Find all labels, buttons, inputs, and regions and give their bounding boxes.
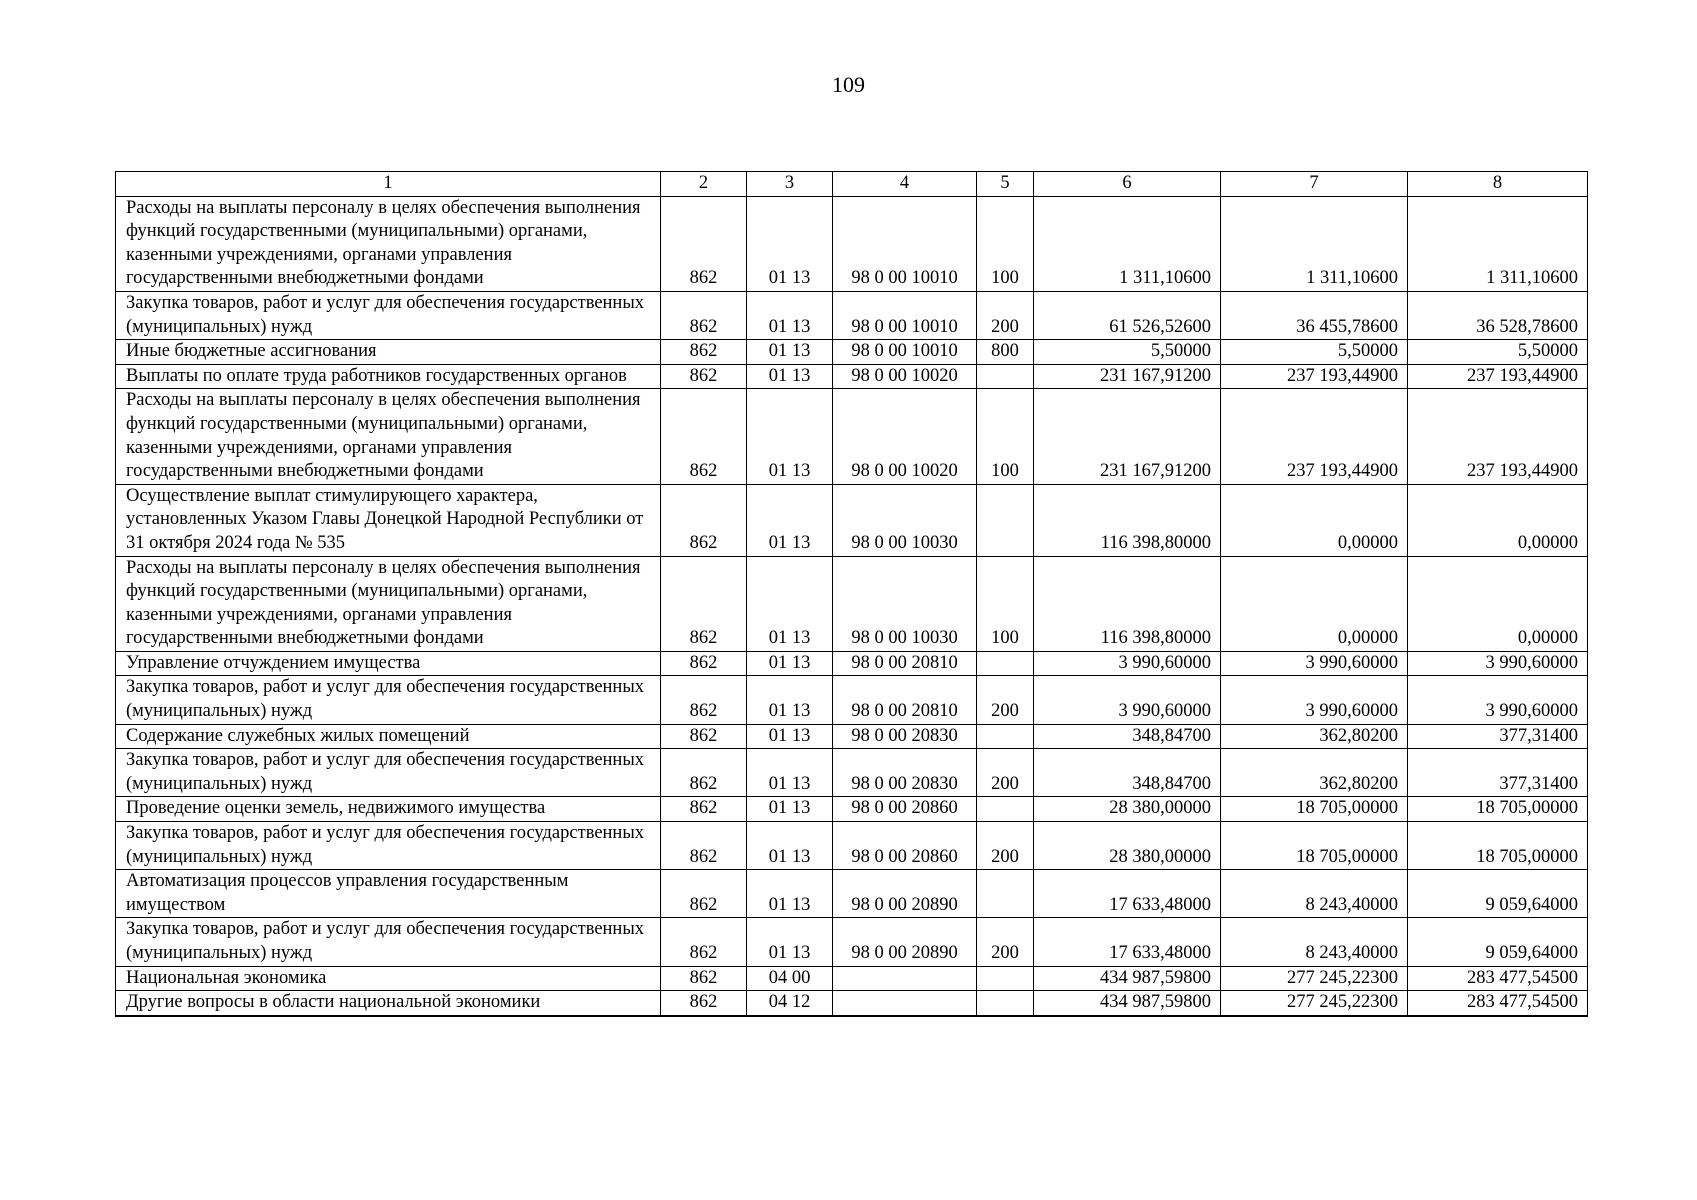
table-row [116,822,1588,870]
row-value-1-cell: 348,84700 [1034,749,1221,797]
row-value-1-cell: 116 398,80000 [1034,484,1221,556]
table-row [116,991,1588,1016]
row-target-cell [833,1015,977,1016]
row-type-cell [977,724,1034,749]
row-name-cell: Закупка товаров, работ и услуг для обеспечения государственных (муниципальных) нужд [116,918,661,966]
row-code-cell: 862 [661,966,747,991]
row-value-3-cell: 377,31400 [1408,749,1588,797]
column-header: 7 [1221,172,1408,197]
row-type-cell: 800 [977,340,1034,365]
row-value-2-cell: 277 245,22300 [1221,966,1408,991]
row-name-cell: Осуществление выплат стимулирующего характера, установленных Указом Главы Донецкой Народной Республики от 31 октября 2024 года № 535 [116,484,661,556]
row-value-1-cell: 17 633,48000 [1034,918,1221,966]
row-value-1-cell [1034,1015,1221,1016]
table-row [116,1015,1588,1016]
row-value-3-cell: 3 990,60000 [1408,676,1588,724]
page-number: 109 [832,72,865,97]
row-target-cell: 98 0 00 20810 [833,651,977,676]
row-value-1-cell: 231 167,91200 [1034,364,1221,389]
row-value-2-cell: 18 705,00000 [1221,797,1408,822]
row-value-2-cell: 3 990,60000 [1221,676,1408,724]
row-name-cell: Проведение оценки земель, недвижимого имущества [116,797,661,822]
row-value-1-cell: 434 987,59800 [1034,966,1221,991]
row-value-1-cell: 28 380,00000 [1034,822,1221,870]
column-header: 2 [661,172,747,197]
row-value-3-cell: 237 193,44900 [1408,364,1588,389]
row-code-cell: 862 [661,749,747,797]
row-section-cell: 01 13 [747,822,833,870]
row-name-cell: Закупка товаров, работ и услуг для обеспечения государственных (муниципальных) нужд [116,822,661,870]
row-target-cell: 98 0 00 10030 [833,484,977,556]
row-name-cell: Закупка товаров, работ и услуг для обеспечения государственных (муниципальных) нужд [116,291,661,339]
row-section-cell: 01 13 [747,556,833,651]
row-code-cell: 862 [661,991,747,1016]
row-section-cell: 01 13 [747,797,833,822]
row-code-cell [661,1015,747,1016]
row-type-cell: 200 [977,822,1034,870]
row-section-cell: 01 13 [747,389,833,484]
row-type-cell [977,484,1034,556]
row-code-cell: 862 [661,870,747,918]
row-code-cell: 862 [661,340,747,365]
row-target-cell [833,966,977,991]
row-value-1-cell: 3 990,60000 [1034,651,1221,676]
row-value-2-cell: 0,00000 [1221,556,1408,651]
row-section-cell: 01 13 [747,291,833,339]
row-value-2-cell: 3 990,60000 [1221,651,1408,676]
row-name-cell: Иные бюджетные ассигнования [116,340,661,365]
row-name-cell [116,1015,661,1016]
row-name-cell: Национальная экономика [116,966,661,991]
column-header: 8 [1408,172,1588,197]
row-code-cell: 862 [661,556,747,651]
row-code-cell: 862 [661,822,747,870]
row-target-cell: 98 0 00 10010 [833,291,977,339]
row-type-cell: 200 [977,749,1034,797]
table-row [116,724,1588,749]
budget-table [115,171,1588,1017]
row-section-cell: 01 13 [747,484,833,556]
row-value-1-cell: 348,84700 [1034,724,1221,749]
table-row [116,651,1588,676]
row-value-1-cell: 231 167,91200 [1034,389,1221,484]
row-value-2-cell [1221,1015,1408,1016]
row-value-1-cell: 61 526,52600 [1034,291,1221,339]
row-name-cell: Расходы на выплаты персоналу в целях обеспечения выполнения функций государственными (муниципальными) органами, казенными учреждениями, органами управления государственными внебюджетными фондами [116,556,661,651]
row-target-cell: 98 0 00 20890 [833,870,977,918]
row-code-cell: 862 [661,484,747,556]
row-value-1-cell: 1 311,10600 [1034,196,1221,291]
row-value-2-cell: 362,80200 [1221,749,1408,797]
row-value-3-cell: 377,31400 [1408,724,1588,749]
row-value-3-cell: 0,00000 [1408,484,1588,556]
table-row [116,676,1588,724]
row-target-cell: 98 0 00 20890 [833,918,977,966]
row-code-cell: 862 [661,676,747,724]
row-section-cell: 04 12 [747,991,833,1016]
row-value-1-cell: 434 987,59800 [1034,991,1221,1016]
row-code-cell: 862 [661,196,747,291]
row-type-cell: 100 [977,196,1034,291]
row-name-cell: Расходы на выплаты персоналу в целях обеспечения выполнения функций государственными (муниципальными) органами, казенными учреждениями, органами управления государственными внебюджетными фондами [116,389,661,484]
table-row [116,484,1588,556]
row-type-cell [977,364,1034,389]
column-header: 4 [833,172,977,197]
row-value-2-cell: 277 245,22300 [1221,991,1408,1016]
row-type-cell [977,966,1034,991]
row-section-cell: 04 00 [747,966,833,991]
row-value-3-cell: 3 990,60000 [1408,651,1588,676]
row-value-3-cell: 9 059,64000 [1408,918,1588,966]
table-row [116,556,1588,651]
row-code-cell: 862 [661,364,747,389]
row-target-cell: 98 0 00 20830 [833,724,977,749]
table-row [116,196,1588,291]
header-row [116,172,1588,197]
row-value-3-cell: 5,50000 [1408,340,1588,365]
row-target-cell: 98 0 00 20860 [833,822,977,870]
row-value-3-cell: 18 705,00000 [1408,822,1588,870]
row-value-1-cell: 28 380,00000 [1034,797,1221,822]
row-code-cell: 862 [661,651,747,676]
row-code-cell: 862 [661,918,747,966]
row-value-3-cell: 1 311,10600 [1408,196,1588,291]
row-type-cell [977,797,1034,822]
table-row [116,364,1588,389]
row-target-cell: 98 0 00 10020 [833,389,977,484]
row-value-1-cell: 3 990,60000 [1034,676,1221,724]
row-target-cell: 98 0 00 20830 [833,749,977,797]
row-section-cell: 01 13 [747,870,833,918]
row-value-2-cell: 237 193,44900 [1221,389,1408,484]
row-name-cell: Выплаты по оплате труда работников государственных органов [116,364,661,389]
row-value-1-cell: 116 398,80000 [1034,556,1221,651]
row-section-cell: 01 13 [747,340,833,365]
row-section-cell: 01 13 [747,651,833,676]
row-section-cell: 01 13 [747,918,833,966]
table-row [116,291,1588,339]
column-header: 3 [747,172,833,197]
row-code-cell: 862 [661,291,747,339]
row-value-1-cell: 17 633,48000 [1034,870,1221,918]
row-value-3-cell: 0,00000 [1408,556,1588,651]
row-code-cell: 862 [661,724,747,749]
row-type-cell [977,651,1034,676]
row-type-cell [977,870,1034,918]
column-header: 5 [977,172,1034,197]
row-value-2-cell: 8 243,40000 [1221,870,1408,918]
row-target-cell: 98 0 00 20860 [833,797,977,822]
row-section-cell: 01 13 [747,196,833,291]
row-name-cell: Другие вопросы в области национальной экономики [116,991,661,1016]
row-section-cell: 01 13 [747,676,833,724]
table-row [116,749,1588,797]
row-type-cell: 200 [977,676,1034,724]
table-row [116,389,1588,484]
row-value-2-cell: 237 193,44900 [1221,364,1408,389]
table-row [116,797,1588,822]
row-section-cell: 01 13 [747,749,833,797]
row-name-cell: Содержание служебных жилых помещений [116,724,661,749]
row-type-cell: 100 [977,556,1034,651]
row-value-3-cell: 283 477,54500 [1408,966,1588,991]
row-target-cell [833,991,977,1016]
row-value-3-cell: 36 528,78600 [1408,291,1588,339]
table-row [116,918,1588,966]
row-type-cell: 200 [977,918,1034,966]
table-row [116,966,1588,991]
table-row [116,340,1588,365]
row-value-2-cell: 18 705,00000 [1221,822,1408,870]
row-value-2-cell: 362,80200 [1221,724,1408,749]
row-value-2-cell: 0,00000 [1221,484,1408,556]
row-section-cell: 01 13 [747,364,833,389]
row-value-3-cell: 18 705,00000 [1408,797,1588,822]
row-target-cell: 98 0 00 10020 [833,364,977,389]
row-target-cell: 98 0 00 10010 [833,196,977,291]
row-section-cell: 01 13 [747,724,833,749]
row-name-cell: Расходы на выплаты персоналу в целях обеспечения выполнения функций государственными (муниципальными) органами, казенными учреждениями, органами управления государственными внебюджетными фондами [116,196,661,291]
row-code-cell: 862 [661,797,747,822]
row-value-3-cell: 9 059,64000 [1408,870,1588,918]
column-header: 1 [116,172,661,197]
row-value-1-cell: 5,50000 [1034,340,1221,365]
row-target-cell: 98 0 00 10010 [833,340,977,365]
row-type-cell: 200 [977,291,1034,339]
row-name-cell: Управление отчуждением имущества [116,651,661,676]
row-value-3-cell [1408,1015,1588,1016]
column-header: 6 [1034,172,1221,197]
row-target-cell: 98 0 00 20810 [833,676,977,724]
row-value-3-cell: 237 193,44900 [1408,389,1588,484]
table-row [116,870,1588,918]
row-value-2-cell: 1 311,10600 [1221,196,1408,291]
row-value-2-cell: 8 243,40000 [1221,918,1408,966]
row-section-cell [747,1015,833,1016]
row-type-cell [977,1015,1034,1016]
row-type-cell: 100 [977,389,1034,484]
row-name-cell: Автоматизация процессов управления государственным имуществом [116,870,661,918]
row-target-cell: 98 0 00 10030 [833,556,977,651]
row-value-2-cell: 5,50000 [1221,340,1408,365]
row-type-cell [977,991,1034,1016]
row-value-2-cell: 36 455,78600 [1221,291,1408,339]
row-name-cell: Закупка товаров, работ и услуг для обеспечения государственных (муниципальных) нужд [116,749,661,797]
row-name-cell: Закупка товаров, работ и услуг для обеспечения государственных (муниципальных) нужд [116,676,661,724]
row-value-3-cell: 283 477,54500 [1408,991,1588,1016]
row-code-cell: 862 [661,389,747,484]
